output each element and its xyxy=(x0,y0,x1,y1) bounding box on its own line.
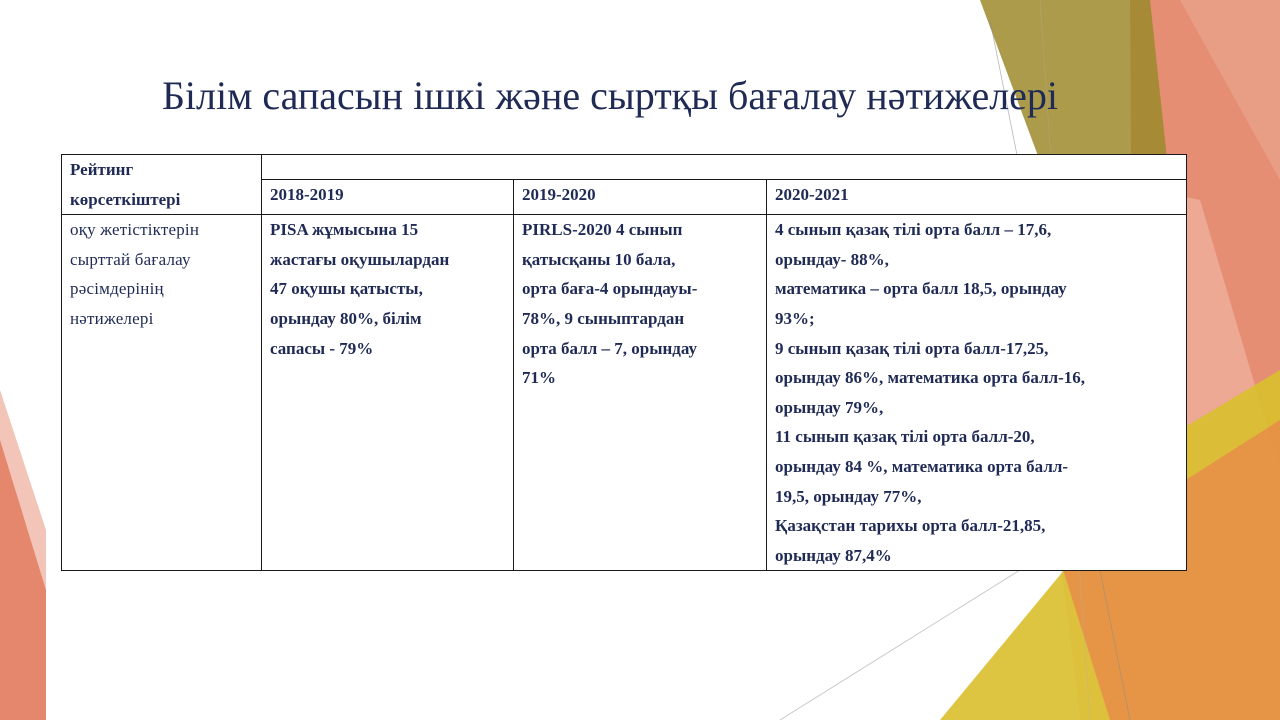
cell-line: орындау 87,4% xyxy=(775,545,892,565)
table-header-row xyxy=(62,155,1187,180)
results-table xyxy=(61,154,1187,571)
cell-line: 47 оқушы қатысты, xyxy=(270,279,423,299)
header-label-line: Рейтинг xyxy=(70,160,134,179)
header-label-line: көрсеткіштері xyxy=(70,189,181,209)
cell-line: оқу жетістіктерін xyxy=(70,220,200,240)
indicator-cell xyxy=(62,215,262,571)
cell-line: орындау 86%, математика орта балл-16, xyxy=(775,368,1086,388)
result-cell-2018-2019 xyxy=(262,215,514,571)
cell-line: 19,5, орындау 77%, xyxy=(775,486,922,506)
header-indicator-cell xyxy=(62,155,262,215)
cell-line: PISA жұмысына 15 xyxy=(270,220,419,240)
year-header-2019-2020: 2019-2020 xyxy=(514,180,767,215)
result-cell-2019-2020 xyxy=(514,215,767,571)
cell-line: орта балл – 7, орындау xyxy=(522,338,698,358)
left-coral-light-shape xyxy=(0,390,46,720)
cell-line: Қазақстан тарихы орта балл-21,85, xyxy=(775,516,1046,536)
table-row xyxy=(62,215,1187,571)
cell-line: 78%, 9 сыныптардан xyxy=(522,308,685,328)
cell-line: орындау- 88%, xyxy=(775,249,889,269)
header-empty-cell xyxy=(262,155,1187,180)
result-cell-2020-2021 xyxy=(767,215,1187,571)
cell-line: орындау 84 %, математика орта балл- xyxy=(775,456,1069,476)
cell-line: сапасы - 79% xyxy=(270,338,374,358)
cell-line: 9 сынып қазақ тілі орта балл-17,25, xyxy=(775,338,1049,358)
year-header-2018-2019: 2018-2019 xyxy=(262,180,514,215)
cell-line: нәтижелері xyxy=(70,308,154,328)
cell-line: 93%; xyxy=(775,308,815,328)
cell-line: 4 сынып қазақ тілі орта балл – 17,6, xyxy=(775,220,1052,240)
cell-line: орта баға-4 орындауы- xyxy=(522,279,698,299)
year-header-2020-2021: 2020-2021 xyxy=(767,180,1187,215)
cell-line: рәсімдерінің xyxy=(70,279,164,299)
cell-line: орындау 79%, xyxy=(775,397,884,417)
cell-line: 71% xyxy=(522,368,556,388)
cell-line: PIRLS-2020 4 сынып xyxy=(522,220,683,240)
cell-line: жастағы оқушылардан xyxy=(270,249,450,269)
cell-line: математика – орта балл 18,5, орындау xyxy=(775,279,1067,299)
slide-title: Білім сапасын ішкі және сыртқы бағалау нәтижелері xyxy=(161,73,1059,118)
cell-line: сырттай бағалау xyxy=(70,249,191,269)
cell-line: қатысқаны 10 бала, xyxy=(522,249,676,269)
cell-line: орындау 80%, білім xyxy=(270,308,422,328)
cell-line: 11 сынып қазақ тілі орта балл-20, xyxy=(775,427,1035,447)
